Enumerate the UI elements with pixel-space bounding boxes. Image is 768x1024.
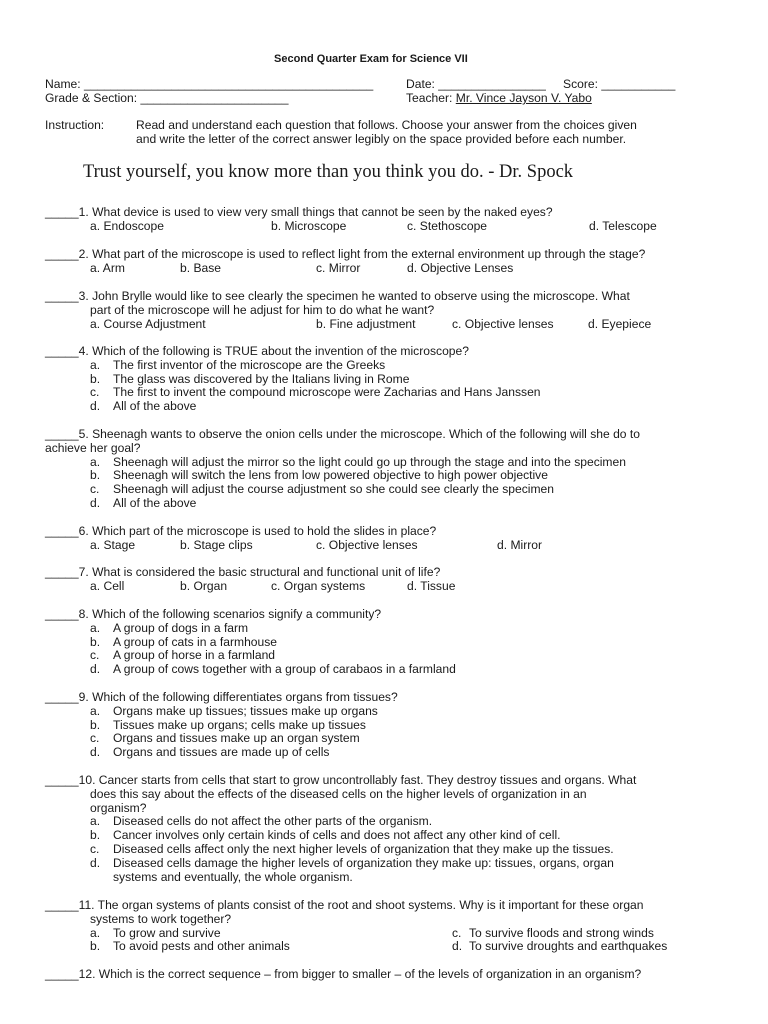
option-letter: d. <box>90 745 101 760</box>
option-letter: b. <box>90 634 101 649</box>
option-text: Cancer involves only certain kinds of cells and does not affect any other kind of cell. <box>113 828 561 843</box>
option-text: All of the above <box>113 495 197 510</box>
option-letter: a. <box>90 454 101 469</box>
option-letter: a. <box>90 578 101 593</box>
option-b <box>45 373 735 387</box>
motto-quote: Trust yourself, you know more than you think you do. - Dr. Spock <box>83 162 574 182</box>
options-row <box>45 927 735 941</box>
option-letter: a. <box>90 537 101 552</box>
option-text: Objective lenses <box>328 537 418 552</box>
option-letter: c. <box>90 648 100 663</box>
question-10 <box>45 774 735 884</box>
option-text-cont: systems and eventually, the whole organism. <box>113 869 353 884</box>
option-text: Tissues make up organs; cells make up tissues <box>113 717 366 732</box>
option-letter: a. <box>90 260 101 275</box>
option-text: Diseased cells affect only the next higher levels of organization that they make up the tissues. <box>113 841 614 856</box>
option-letter: b. <box>271 218 282 233</box>
options-row <box>45 318 735 332</box>
name-field: Name: ___________________________________________ <box>45 77 374 91</box>
option-text: A group of cows together with a group of carabaos in a farmland <box>113 662 456 677</box>
option-text: Eyepiece <box>601 316 652 331</box>
option-text: A group of dogs in a farm <box>113 620 249 635</box>
option-d <box>497 539 542 553</box>
option-b <box>180 580 227 594</box>
instruction-line-2: and write the letter of the correct answer legibly on the space provided before each number. <box>136 132 627 146</box>
question-text-cont: part of the microscope will he adjust for him to do what he want? <box>90 302 435 317</box>
options-row <box>45 539 735 553</box>
option-text: Organs make up tissues; tissues make up organs <box>113 703 378 718</box>
question-text: _____7. What is considered the basic structural and functional unit of life? <box>45 565 441 579</box>
option-text: Stethoscope <box>419 218 488 233</box>
options-row <box>45 262 735 276</box>
option-letter: c. <box>452 925 462 940</box>
option-d <box>588 318 651 332</box>
option-letter: a. <box>90 814 101 829</box>
option-text: Microscope <box>284 218 347 233</box>
options-row <box>45 220 735 234</box>
option-text: The first to invent the compound microscope were Zacharias and Hans Janssen <box>113 385 541 400</box>
option-letter: a. <box>90 316 101 331</box>
option-letter: c. <box>90 482 100 497</box>
option-b <box>45 829 735 843</box>
option-letter: b. <box>180 260 191 275</box>
question-1 <box>45 206 735 234</box>
option-text: Course Adjustment <box>103 316 206 331</box>
option-letter: b. <box>90 828 101 843</box>
option-text: Fine adjustment <box>329 316 416 331</box>
question-text: _____1. What device is used to view very small things that cannot be seen by the naked eyes? <box>45 205 553 219</box>
question-text: _____5. Sheenagh wants to observe the onion cells under the microscope. Which of the following will she do to <box>45 427 640 441</box>
option-letter: d. <box>407 578 418 593</box>
option-text: Sheenagh will switch the lens from low powered objective to high power objective <box>113 468 548 483</box>
option-letter: c. <box>90 731 100 746</box>
option-letter: d. <box>588 316 599 331</box>
question-7 <box>45 566 735 594</box>
option-letter: c. <box>452 316 462 331</box>
option-text: All of the above <box>113 399 197 414</box>
option-a <box>90 262 125 276</box>
option-text: Endoscope <box>103 218 164 233</box>
option-a <box>45 622 735 636</box>
option-d <box>45 400 735 414</box>
option-letter: b. <box>180 578 191 593</box>
exam-title: Second Quarter Exam for Science VII <box>274 53 468 65</box>
option-letter: d. <box>407 260 418 275</box>
option-letter: b. <box>90 371 101 386</box>
teacher-name: Mr. Vince Jayson V. Yabo <box>455 91 592 105</box>
question-text-cont: systems to work together? <box>90 911 232 926</box>
option-a <box>45 705 735 719</box>
question-2 <box>45 248 735 276</box>
question-4 <box>45 345 735 414</box>
option-letter: d. <box>497 537 508 552</box>
option-b <box>45 719 735 733</box>
option-d <box>45 663 735 677</box>
option-a <box>45 359 735 373</box>
question-5 <box>45 428 735 511</box>
question-text: _____3. John Brylle would like to see clearly the specimen he wanted to observe using the microscope. What <box>45 289 630 303</box>
option-text: Arm <box>102 260 125 275</box>
option-c <box>407 220 487 234</box>
option-letter: a. <box>90 620 101 635</box>
question-text: _____8. Which of the following scenarios signify a community? <box>45 607 382 621</box>
question-8 <box>45 608 735 677</box>
option-letter: d. <box>452 939 463 954</box>
option-letter: c. <box>316 260 326 275</box>
option-d <box>407 262 513 276</box>
option-text: A group of horse in a farmland <box>113 648 276 663</box>
option-letter: c. <box>90 385 100 400</box>
option-b-text: To avoid pests and other animals <box>113 939 290 954</box>
option-c <box>452 318 554 332</box>
option-text: Objective Lenses <box>420 260 514 275</box>
option-text: Mirror <box>510 537 543 552</box>
option-letter: a. <box>90 703 101 718</box>
score-field: Score: ___________ <box>563 77 676 91</box>
option-b <box>271 220 346 234</box>
option-c <box>45 843 735 857</box>
question-text-cont: does this say about the effects of the diseased cells on the higher levels of organization in an <box>90 786 587 801</box>
option-text: The glass was discovered by the Italians living in Rome <box>113 371 410 386</box>
date-field: Date: ________________ <box>406 77 546 91</box>
option-letter: b. <box>90 717 101 732</box>
option-d-cont <box>45 871 735 885</box>
option-text: Mirror <box>328 260 361 275</box>
option-letter: d. <box>90 662 101 677</box>
option-c <box>316 262 360 276</box>
option-text: Tissue <box>420 578 456 593</box>
options-row <box>45 580 735 594</box>
option-c <box>45 386 735 400</box>
question-11 <box>45 899 735 954</box>
option-letter: d. <box>90 495 101 510</box>
option-b <box>180 539 253 553</box>
option-letter: a. <box>90 357 101 372</box>
option-text: Cell <box>103 578 125 593</box>
grade-section-field: Grade & Section: ______________________ <box>45 91 289 105</box>
option-c <box>45 732 735 746</box>
option-a <box>90 220 164 234</box>
option-b <box>45 636 735 650</box>
option-d <box>45 497 735 511</box>
question-text: _____9. Which of the following differentiates organs from tissues? <box>45 690 398 704</box>
instruction-label: Instruction: <box>45 118 105 132</box>
question-text: _____12. Which is the correct sequence – from bigger to smaller – of the levels of organization in an organism? <box>45 967 642 981</box>
option-d <box>589 220 657 234</box>
option-a <box>45 815 735 829</box>
option-text: Diseased cells damage the higher levels of organization they make up: tissues, organs, organ <box>113 855 614 870</box>
option-a <box>90 580 124 594</box>
question-3 <box>45 290 735 331</box>
option-letter: c. <box>316 537 326 552</box>
option-b <box>316 318 416 332</box>
option-letter: d. <box>589 218 600 233</box>
option-d <box>45 746 735 760</box>
question-6 <box>45 525 735 553</box>
option-letter: b. <box>180 537 191 552</box>
option-letter: c. <box>271 578 281 593</box>
option-letter: b. <box>90 939 101 954</box>
option-text: Organ <box>193 578 228 593</box>
option-text: Organs and tissues make up an organ system <box>113 731 360 746</box>
option-a <box>90 318 206 332</box>
option-a <box>90 539 135 553</box>
question-text: _____6. Which part of the microscope is used to hold the slides in place? <box>45 524 437 538</box>
option-text: Base <box>193 260 222 275</box>
option-letter: d. <box>90 855 101 870</box>
option-text: Diseased cells do not affect the other parts of the organism. <box>113 814 433 829</box>
option-letter: b. <box>316 316 327 331</box>
option-b <box>45 469 735 483</box>
question-text-cont: organism? <box>90 800 147 815</box>
teacher-label: Teacher: <box>406 91 453 105</box>
option-c <box>45 649 735 663</box>
option-letter: d. <box>90 399 101 414</box>
option-letter: c. <box>90 841 100 856</box>
option-text: Organs and tissues are made up of cells <box>113 745 330 760</box>
question-9 <box>45 691 735 760</box>
option-letter: a. <box>90 925 101 940</box>
teacher-field <box>406 91 592 105</box>
question-text: _____2. What part of the microscope is used to reflect light from the external environment up through the stage? <box>45 247 646 261</box>
option-d-text: To survive droughts and earthquakes <box>469 939 668 954</box>
option-text: Sheenagh will adjust the course adjustment so she could see clearly the specimen <box>113 482 555 497</box>
option-d <box>45 857 735 871</box>
option-c <box>271 580 365 594</box>
question-text-cont: achieve her goal? <box>45 440 141 455</box>
option-letter: c. <box>407 218 417 233</box>
option-letter: b. <box>90 468 101 483</box>
option-text: The first inventor of the microscope are the Greeks <box>113 357 386 372</box>
option-text: Stage clips <box>193 537 253 552</box>
option-c <box>45 483 735 497</box>
question-12 <box>45 968 735 982</box>
option-a-text: To grow and survive <box>113 925 221 940</box>
option-a <box>45 456 735 470</box>
option-text: Telescope <box>602 218 657 233</box>
option-text: Sheenagh will adjust the mirror so the light could go up through the stage and into the specimen <box>113 454 626 469</box>
option-d <box>407 580 455 594</box>
option-letter: a. <box>90 218 101 233</box>
options-row <box>45 940 735 954</box>
option-text: Objective lenses <box>464 316 554 331</box>
option-c-text: To survive floods and strong winds <box>469 925 654 940</box>
option-text: Organ systems <box>283 578 366 593</box>
option-b <box>180 262 221 276</box>
option-text: Stage <box>103 537 136 552</box>
question-text: _____10. Cancer starts from cells that start to grow uncontrollably fast. They destroy tissues and organs. What <box>45 773 637 787</box>
option-text: A group of cats in a farmhouse <box>113 634 278 649</box>
question-text: _____4. Which of the following is TRUE about the invention of the microscope? <box>45 344 469 358</box>
question-text: _____11. The organ systems of plants consist of the root and shoot systems. Why is it important for these organ <box>45 898 644 912</box>
option-c <box>316 539 418 553</box>
instruction-line-1: Read and understand each question that follows. Choose your answer from the choices given <box>136 118 637 132</box>
